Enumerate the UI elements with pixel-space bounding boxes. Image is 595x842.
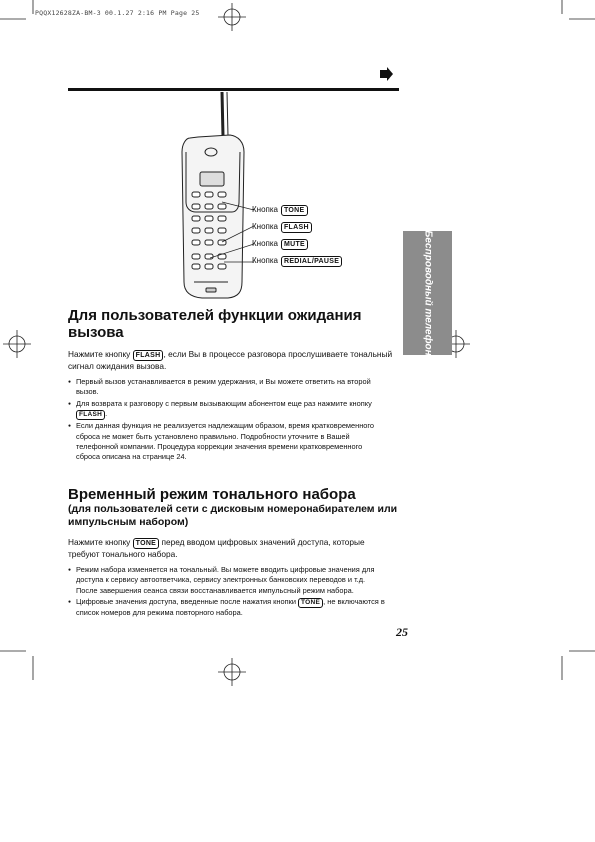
section-call-waiting	[68, 307, 398, 464]
bullet-item	[68, 597, 388, 618]
callout-redial-pause	[252, 256, 342, 267]
section-subtitle: (для пользователей сети с дисковым номеронабирателем или импульсным набором)	[68, 503, 398, 528]
tone-key: TONE	[281, 205, 308, 216]
intro-text: Нажмите кнопку	[68, 349, 131, 359]
callout-prefix: Кнопка	[252, 239, 278, 248]
callout-mute	[252, 239, 308, 250]
cordless-phone-illustration	[172, 92, 254, 302]
bullet-item: ● Первый вызов устанавливается в режим удержания, и Вы можете ответить на второй вызов.	[68, 377, 388, 398]
intro-text: перед вводом цифровых значений доступа, которые требуют тонального набора.	[68, 537, 365, 559]
page-number: 25	[396, 625, 408, 639]
print-slug: PQQX12628ZA-BM-3 00.1.27 2:16 PM Page 25	[35, 9, 200, 17]
section-intro	[68, 537, 394, 560]
side-tab	[403, 231, 452, 355]
bullet-item: ● Режим набора изменяется на тональный. Вы можете вводить цифровые значения для доступа к сервису автоответчика, сервису электронных банковских переводов и т.д. После завершения сеанса связи восстанавливается импульсный режим набора.	[68, 565, 388, 596]
section-title: Временный режим тонального набора	[68, 486, 356, 503]
intro-text: Нажмите кнопку	[68, 537, 131, 547]
callout-prefix: Кнопка	[252, 222, 278, 231]
tone-key: TONE	[298, 598, 323, 608]
side-tab-label: Беспроводный телефон	[422, 230, 433, 356]
callout-prefix: Кнопка	[252, 205, 278, 214]
bullet-text: Цифровые значения доступа, введенные после нажатия кнопки	[76, 597, 296, 607]
bullet-text: , не включаются в список номеров для режима повторного набора.	[76, 597, 385, 618]
flash-key: FLASH	[133, 350, 164, 361]
tone-key: TONE	[133, 538, 160, 549]
bullet-list	[68, 565, 388, 619]
registration-mark-bottom	[218, 658, 246, 686]
intro-text: , если Вы в процессе разговора прослушиваете тональный сигнал ожидания вызова.	[68, 349, 393, 371]
registration-mark-left	[3, 330, 31, 358]
mute-key: MUTE	[281, 239, 308, 250]
section-title: Для пользователей функции ожидания вызова	[68, 307, 362, 341]
callout-prefix: Кнопка	[252, 256, 278, 265]
flash-key: FLASH	[76, 410, 105, 420]
continue-arrow-icon	[378, 66, 394, 82]
bullet-text: .	[105, 409, 108, 419]
flash-key: FLASH	[281, 222, 312, 233]
bullet-item: ● Если данная функция не реализуется надлежащим образом, время кратковременного сброса не может быть установлено правильно. Подробности уточните в Вашей телефонной компании. Процедура коррекции значения времени кратковременного сброса описана на странице 24.	[68, 421, 388, 463]
callout-flash	[252, 222, 312, 233]
callout-tone	[252, 205, 308, 216]
redial-pause-key: REDIAL/PAUSE	[281, 256, 342, 267]
bullet-list	[68, 377, 388, 463]
section-temporary-tone	[68, 486, 398, 620]
registration-mark-top	[218, 3, 246, 31]
bullet-text: Для возврата к разговору с первым вызывающим абонентом еще раз нажмите кнопку	[76, 398, 372, 408]
section-intro	[68, 349, 394, 372]
top-rule	[68, 88, 399, 91]
bullet-item	[68, 399, 388, 420]
